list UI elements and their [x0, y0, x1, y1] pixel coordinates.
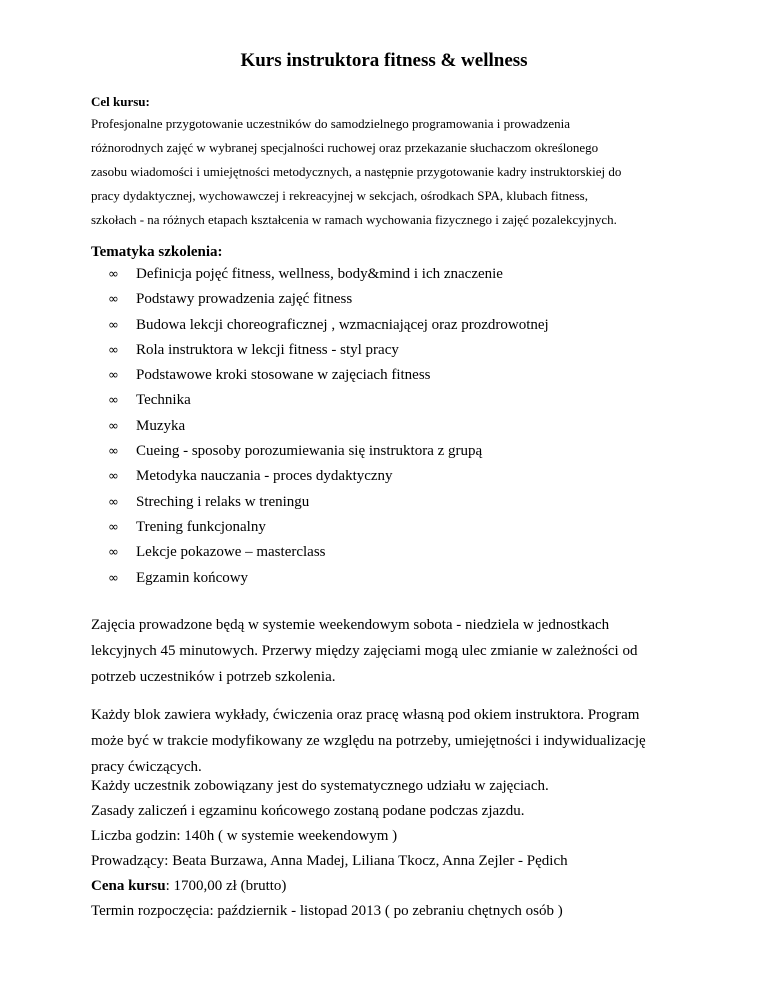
infinity-bullet-icon: ∞ — [108, 342, 119, 358]
schedule-line: potrzeb uczestników i potrzeb szkolenia. — [91, 669, 336, 685]
topic-text: Lekcje pokazowe – masterclass — [136, 544, 326, 561]
schedule-paragraph — [91, 612, 711, 690]
block-line: pracy ćwiczących. — [91, 759, 202, 775]
goal-label: Cel kursu: — [91, 94, 150, 109]
infinity-bullet-icon: ∞ — [108, 317, 119, 333]
list-item — [108, 540, 549, 565]
goal-line: pracy dydaktycznej, wychowawczej i rekreacyjnej w sekcjach, ośrodkach SPA, klubach fitness, — [91, 188, 588, 203]
topic-text: Budowa lekcji choreograficznej , wzmacniającej oraz prozdrowotnej — [136, 316, 549, 333]
schedule-line: lekcyjnych 45 minutowych. Przerwy między zajęciami mogą ulec zmianie w zależności od — [91, 643, 638, 659]
topics-list — [108, 262, 549, 591]
block-line: Każdy blok zawiera wykłady, ćwiczenia oraz pracę własną pod okiem instruktora. Program — [91, 707, 640, 723]
infinity-bullet-icon: ∞ — [108, 368, 119, 384]
attendance-text: Każdy uczestnik zobowiązany jest do systematycznego udziału w zajęciach. — [91, 778, 549, 794]
block-line: może być w trakcie modyfikowany ze względu na potrzeby, umiejętności i indywidualizację — [91, 733, 646, 749]
topic-text: Technika — [136, 392, 191, 409]
list-item — [108, 363, 549, 388]
infinity-bullet-icon: ∞ — [108, 570, 119, 586]
topic-text: Definicja pojęć fitness, wellness, body&mind i ich znaczenie — [136, 266, 503, 282]
list-item — [108, 464, 549, 489]
infinity-bullet-icon: ∞ — [108, 418, 119, 434]
infinity-bullet-icon: ∞ — [108, 519, 119, 535]
exam-text: Zasady zaliczeń i egzaminu końcowego zostaną podane podczas zjazdu. — [91, 803, 525, 819]
list-item — [108, 515, 549, 540]
topic-text: Podstawowe kroki stosowane w zajęciach fitness — [136, 367, 431, 384]
topic-text: Rola instruktora w lekcji fitness - styl pracy — [136, 341, 399, 358]
topic-text: Metodyka nauczania - proces dydaktyczny — [136, 468, 393, 485]
document-title: Kurs instruktora fitness & wellness — [240, 50, 528, 71]
topic-text: Egzamin końcowy — [136, 569, 249, 586]
topic-text: Streching i relaks w treningu — [136, 493, 310, 510]
goal-line: zasobu wiadomości i umiejętności metodycznych, a następnie przygotowanie kadry instruktorskiej do — [91, 164, 622, 179]
topic-text: Cueing - sposoby porozumiewania się instruktora z grupą — [136, 443, 483, 460]
list-item — [108, 262, 549, 287]
instructors-text: Prowadzący: Beata Burzawa, Anna Madej, Liliana Tkocz, Anna Zejler - Pędich — [91, 853, 568, 869]
list-item — [108, 338, 549, 363]
price-value: : 1700,00 zł (brutto) — [165, 878, 287, 894]
infinity-bullet-icon: ∞ — [108, 267, 119, 282]
start-date-text: Termin rozpoczęcia: październik - listopad 2013 ( po zebraniu chętnych osób ) — [91, 903, 563, 919]
list-item — [108, 439, 549, 464]
goal-line: szkołach - na różnych etapach kształcenia w ramach wychowania fizycznego i zajęć pozalekcyjnych. — [91, 212, 617, 227]
infinity-bullet-icon: ∞ — [108, 545, 119, 561]
goal-paragraph — [91, 112, 711, 232]
list-item — [108, 388, 549, 413]
infinity-bullet-icon: ∞ — [108, 292, 119, 308]
block-paragraph — [91, 702, 711, 780]
goal-line: Profesjonalne przygotowanie uczestników do samodzielnego programowania i prowadzenia — [91, 116, 571, 131]
price-label: Cena kursu — [91, 878, 166, 894]
topic-text: Muzyka — [136, 417, 186, 434]
list-item — [108, 287, 549, 312]
infinity-bullet-icon: ∞ — [108, 444, 119, 460]
topic-text: Trening funkcjonalny — [136, 518, 266, 535]
list-item — [108, 313, 549, 338]
goal-line: różnorodnych zajęć w wybranej specjalności ruchowej oraz przekazanie słuchaczom określonego — [91, 140, 599, 155]
infinity-bullet-icon: ∞ — [108, 494, 119, 510]
list-item — [108, 414, 549, 439]
price-line — [91, 878, 286, 895]
topic-text: Podstawy prowadzenia zajęć fitness — [136, 291, 353, 308]
infinity-bullet-icon: ∞ — [108, 393, 119, 409]
topics-label: Tematyka szkolenia: — [91, 244, 223, 260]
schedule-line: Zajęcia prowadzone będą w systemie weekendowym sobota - niedziela w jednostkach — [91, 617, 610, 633]
list-item — [108, 566, 549, 591]
infinity-bullet-icon: ∞ — [108, 469, 119, 485]
hours-text: Liczba godzin: 140h ( w systemie weekendowym ) — [91, 828, 398, 844]
list-item — [108, 490, 549, 515]
